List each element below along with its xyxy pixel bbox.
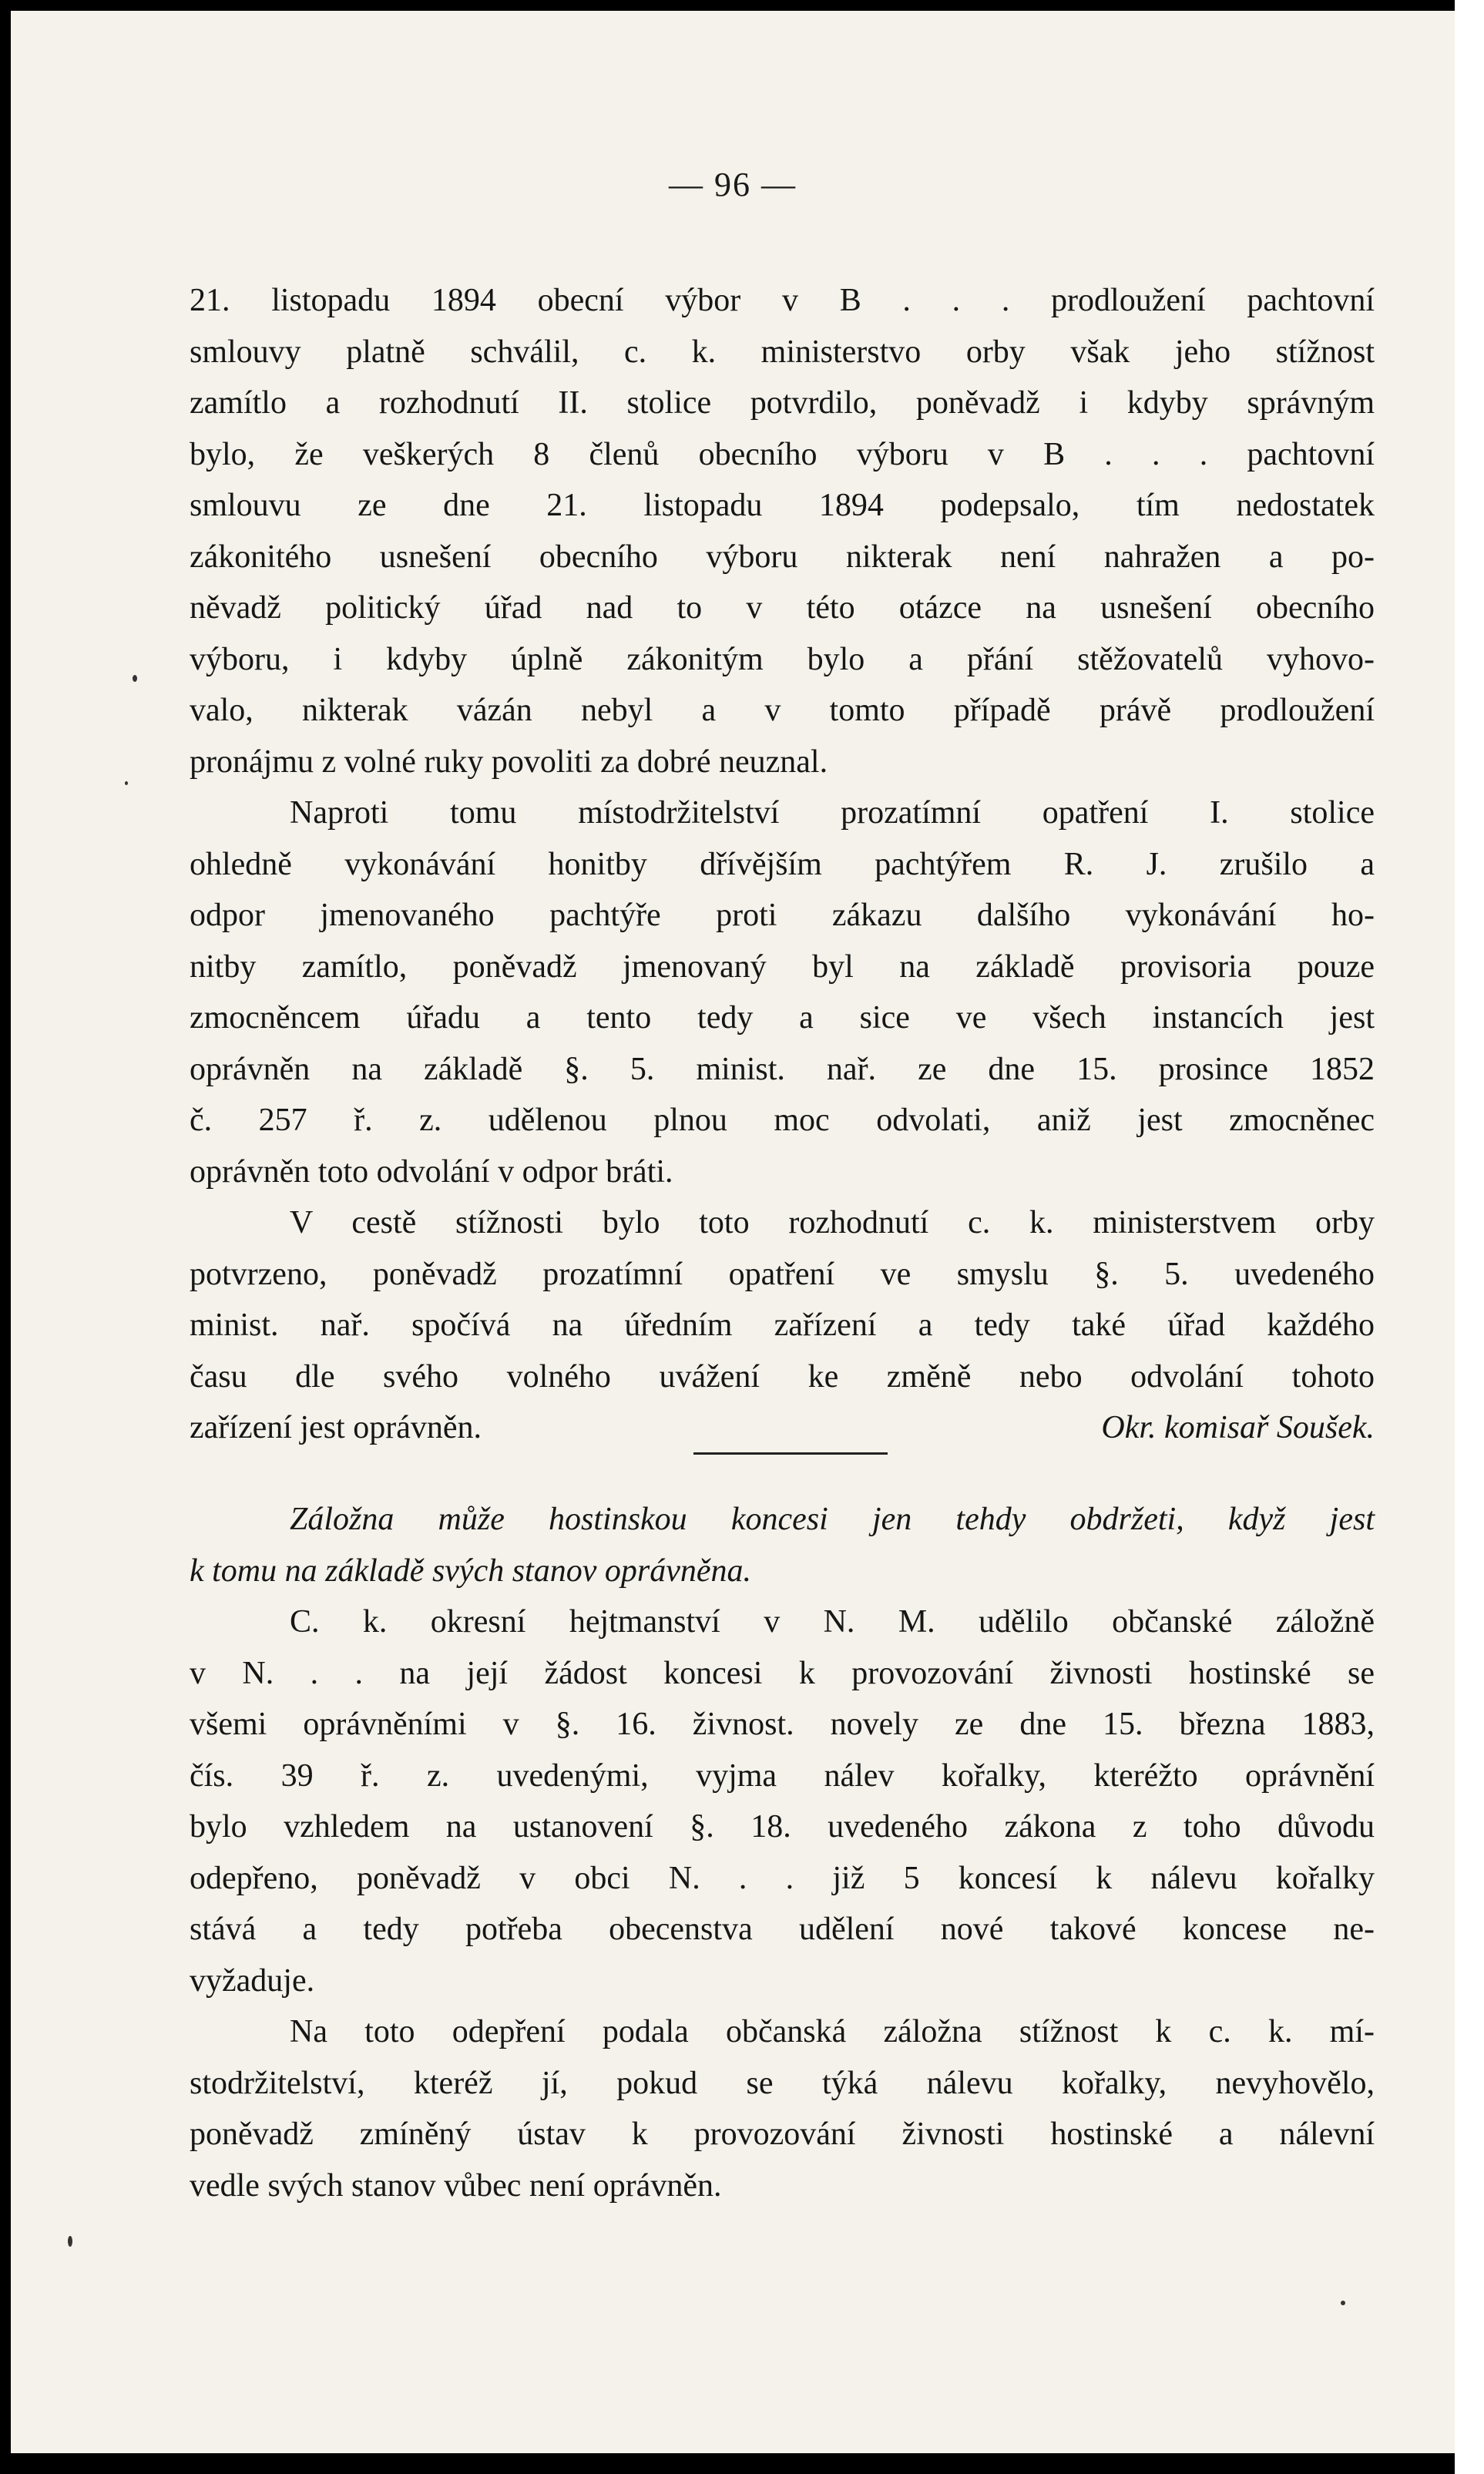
text-line: smlouvy platně schválil, c. k. ministerstvo orby však jeho stížnost xyxy=(190,334,1375,370)
text-block-upper xyxy=(190,275,1375,1454)
text-line: stodržitelství, kteréž jí, pokud se týká nálevu kořalky, nevyhovělo, xyxy=(190,2065,1375,2101)
text-line: č. 257 ř. z. udělenou plnou moc odvolati, aniž jest zmocněnec xyxy=(190,1103,1375,1138)
text-line: vedle svých stanov vůbec není oprávněn. xyxy=(190,2167,722,2204)
paragraph-1 xyxy=(190,275,1375,787)
page-number: — 96 — xyxy=(669,166,797,203)
heading-line: Záložna může hostinskou koncesi jen tehdy obdržeti, když jest xyxy=(290,1502,1375,1537)
text-line: smlouvu ze dne 21. listopadu 1894 podepsalo, tím nedostatek xyxy=(190,488,1375,523)
text-line: Naproti tomu místodržitelství prozatímní opatření I. stolice xyxy=(290,795,1375,831)
scan-speck xyxy=(133,675,137,682)
text-line: pronájmu z volné ruky povoliti za dobré neuznal. xyxy=(190,744,828,780)
paragraph-5 xyxy=(190,2006,1375,2211)
text-line: oprávněn na základě §. 5. minist. nař. ze dne 15. prosince 1852 xyxy=(190,1051,1375,1087)
text-line: času dle svého volného uvážení ke změně nebo odvolání tohoto xyxy=(190,1358,1375,1395)
heading-line: k tomu na základě svých stanov oprávněna. xyxy=(190,1553,751,1589)
text-line: C. k. okresní hejtmanství v N. M. udělilo občanské záložně xyxy=(290,1604,1375,1640)
text-line: výboru, i kdyby úplně zákonitým bylo a přání stěžovatelů vyhovo- xyxy=(190,641,1375,677)
text-line: Na toto odepření podala občanská záložna stížnost k c. k. mí- xyxy=(290,2014,1375,2049)
scanned-page xyxy=(11,11,1455,2453)
section-divider xyxy=(693,1452,888,1455)
text-line: 21. listopadu 1894 obecní výbor v B . . . prodloužení pachtovní xyxy=(190,283,1375,318)
text-line: zákonitého usnešení obecního výboru nikterak není nahražen a po- xyxy=(190,539,1375,575)
scan-speck xyxy=(125,781,128,785)
scan-speck xyxy=(68,2236,72,2247)
scan-speck xyxy=(1341,2301,1345,2305)
text-line: stává a tedy potřeba obecenstva udělení nové takové koncese ne- xyxy=(190,1912,1375,1947)
text-block-lower xyxy=(190,1494,1375,2211)
text-line: odpor jmenovaného pachtýře proti zákazu dalšího vykonávání ho- xyxy=(190,898,1375,933)
paragraph-3 xyxy=(190,1197,1375,1454)
signature-row xyxy=(190,1402,1375,1454)
text-line: minist. nař. spočívá na úředním zařízení a tedy také úřad každého xyxy=(190,1307,1375,1343)
paragraph-2 xyxy=(190,787,1375,1197)
text-line: nitby zamítlo, poněvadž jmenovaný byl na základě provisoria pouze xyxy=(190,948,1375,985)
text-line: valo, nikterak vázán nebyl a v tomto případě právě prodloužení xyxy=(190,693,1375,728)
text-line: bylo vzhledem na ustanovení §. 18. uvedeného zákona z toho důvodu xyxy=(190,1809,1375,1845)
text-line: poněvadž zmíněný ústav k provozování živnosti hostinské a nálevní xyxy=(190,2116,1375,2152)
scan-edge xyxy=(1455,0,1484,2474)
text-line: vyžaduje. xyxy=(190,1962,315,1999)
text-line: zmocněncem úřadu a tento tedy a sice ve všech instancích jest xyxy=(190,1000,1375,1036)
text-line: čís. 39 ř. z. uvedenými, vyjma nálev kořalky, kteréžto oprávnění xyxy=(190,1757,1375,1794)
text-line: ohledně vykonávání honitby dřívějším pachtýřem R. J. zrušilo a xyxy=(190,846,1375,882)
text-line: zařízení jest oprávněn. xyxy=(190,1410,482,1445)
paragraph-4 xyxy=(190,1596,1375,2006)
text-line: zamítlo a rozhodnutí II. stolice potvrdilo, poněvadž i kdyby správným xyxy=(190,385,1375,421)
text-line: odepřeno, poněvadž v obci N. . . již 5 koncesí k nálevu kořalky xyxy=(190,1860,1375,1896)
text-line: oprávněn toto odvolání v odpor bráti. xyxy=(190,1153,673,1190)
text-line: něvadž politický úřad nad to v této otázce na usnešení obecního xyxy=(190,590,1375,626)
text-line: bylo, že veškerých 8 členů obecního výboru v B . . . pachtovní xyxy=(190,436,1375,472)
text-line: potvrzeno, poněvadž prozatímní opatření ve smyslu §. 5. uvedeného xyxy=(190,1256,1375,1292)
text-line: všemi oprávněními v §. 16. živnost. novely ze dne 15. března 1883, xyxy=(190,1707,1375,1742)
text-line: v N. . . na její žádost koncesi k provozování živnosti hostinské se xyxy=(190,1655,1375,1691)
author-signature: Okr. komisař Soušek. xyxy=(1101,1410,1375,1445)
text-line: V cestě stížnosti bylo toto rozhodnutí c. k. ministerstvem orby xyxy=(290,1205,1375,1240)
section-heading xyxy=(190,1494,1375,1596)
